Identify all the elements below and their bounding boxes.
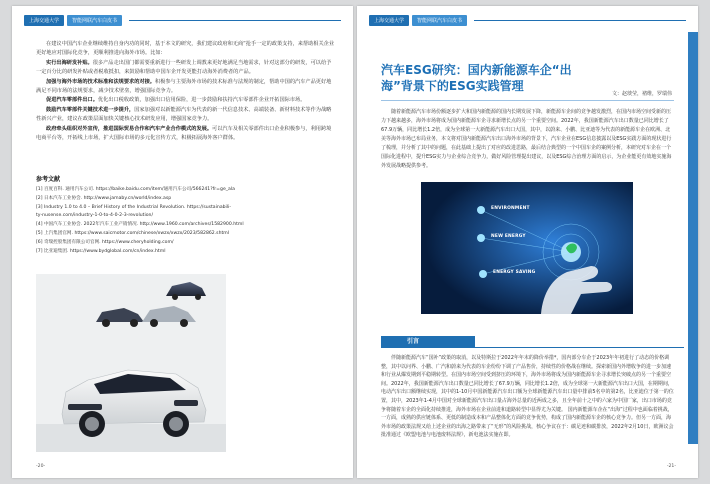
section-rule bbox=[475, 347, 684, 348]
paragraph-text: 在建议中国汽车企业继续维持自身内功的同时，基于本文的研究，我们建议政府和无商“抢手一定的政策支持，来帮助相关企业更好地应对国际化竞争，更顺利推进向海外市场。比如： bbox=[36, 41, 335, 57]
section-heading: 引言 bbox=[381, 336, 475, 348]
paragraph-lead: 实行出海研发补贴。 bbox=[46, 59, 93, 66]
intro-text: 伴随新能源汽车“国补”政策的取消，以及特斯拉于2022年年末的降价举措*，国内部分车企于2023年年初进行了动态的价格调整，其中以问界、小鹏、广汽和蔚来为代表的车企纷纷下调了产品售价，持续性的价格战在继续。探索新国内外增收争的进一步加速和行业从爆发期到平稳期转型。在国内市场空间受到挤压的环境下，海外市场将成为国内新能源车企寻求增长突破点的另一个重要空间。2022年，我国新能源汽车出口数量已同比增长了67.9万辆，同比增长1.2倍，成为全球第一大新能源汽车出口大国，在期期间，电动汽车出口额继续实现，其中的1-10月中国新能源汽车出口额为全球新能源汽车出口量中排前5名中的第2名，比亚迪位于第一的位置，其中，2023年1-4月中国对全球新能源汽车出口量占海外总量的近两成之多，且全年前十之中的六家为中国厂家，出口市场的竞争将随着车企的全面化持续推进，海外市场在企业前进和道路转型中显得尤为关键。 国内新能源车企在“出海”过程中也面临着挑战，一方面，成熟的供应链体系、更低的制造成本和产品整体化方面的竞争优势，构成了国内新能源车企的核心竞争力。但另一方面，海外市场的政策法规又给上述企业的出海之路带来了“无形”的风险挑战，核心争议在于：碳足迹和碳排放，2022年2月10日，欧洲议会批准通过《欧盟电池与电池废料法规》，新电池法实施在即。 bbox=[381, 355, 674, 439]
header-tag-university: 上海交通大学 bbox=[369, 15, 409, 26]
reference-item: [3] Industry 1.0 to 4.0 – Brief History of the Industrial Revolution. https://sustainabili- bbox=[36, 204, 232, 210]
introduction bbox=[381, 354, 674, 440]
header-tag-report: 智能网联汽车白皮书 bbox=[67, 15, 122, 26]
page-header bbox=[24, 14, 341, 26]
paragraph bbox=[36, 106, 335, 125]
header-rule bbox=[474, 20, 686, 21]
label-environment: ENVIRONMENT bbox=[491, 206, 530, 211]
page-number: -21- bbox=[666, 464, 676, 469]
page-number: -20- bbox=[36, 464, 46, 469]
paragraph-lead: 政府牵头组织对外宣传，推进国际贸易合作和汽车产业合作模式的发展。 bbox=[46, 125, 213, 132]
article-authors: 文：赵琰莹，褚维，罗瑞伟 bbox=[611, 91, 672, 97]
reference-item: [1] 百度百科. 通用汽车公司. https://baike.baidu.com/item/通用汽车公司/566241?fr=ge_ala bbox=[36, 187, 235, 192]
car-photo bbox=[36, 274, 226, 452]
esg-graphic bbox=[421, 182, 633, 314]
paragraph-lead: 鼓励汽车零部件关键技术进一步提升， bbox=[46, 106, 135, 113]
paragraph bbox=[36, 96, 335, 105]
left-page bbox=[12, 6, 353, 478]
reference-item: [6] 奇瑞控股集团有限公司官网. https://www.cheryholding.com/ bbox=[36, 239, 174, 245]
header-tag-report: 智能网联汽车白皮书 bbox=[412, 15, 467, 26]
paragraph bbox=[36, 125, 335, 144]
title-divider bbox=[381, 100, 674, 101]
references-list bbox=[36, 186, 335, 256]
paragraph-text: 很多产品走出国门都需要重新进行一些研发上调教来更好地满足当地需求，针对这部分的研发，可以给予一定百分比的研发补贴或者税收抵扣，来鼓励和帮助中国车企开发更能打动海外消费者的产品。 bbox=[36, 59, 332, 76]
header-rule bbox=[129, 20, 341, 21]
reference-item: [4] 中国汽车工业协会. 2022年汽车工业产销情况. http://www.1960.com/archives/1582900.html bbox=[36, 222, 244, 228]
label-energy-saving: ENERGY SAVING bbox=[493, 270, 536, 275]
paragraph-lead: 加强与海外市场的技术标准和法规要求的对接。 bbox=[46, 78, 155, 85]
policy-recommendations bbox=[36, 40, 335, 143]
paragraph-text: 优化出口税收政策，加强出口信用保险，进一步鼓励和扶持汽车零部件企业开拓国际市场。 bbox=[97, 97, 306, 104]
article-title: 汽车ESG研究：国内新能源车企“出海”背景下的ESG实践管理 bbox=[381, 63, 572, 93]
abstract-text: 随着新能源汽车市场份额逐步扩大和国内新能源的国内长期发展下降，新能源车企间的竞争越发激烈，在国内市场空间受新的压力下越来越多，海外市场将成为国内新能源车企寻求新增长点的另一个重要空间。2022年，我国新能源汽车出口数量已同比增长了67.9万辆，同比增长1.2倍，成为全球第一大新能源汽车出口大国，其中，以蔚来、小鹏、比亚迪等为代表的新能源车企在欧洲、北美等海外市场已布局业务，本文将对国内新能源汽车出口海外市场的背景下，汽车企业在ESG信息披露以及ESG实践方面的现状进行了梳理，并分析了其中的问题，在此基础上提出了对应的改进思路，最后结合典型的一个中国车企的案例分析，本研究对车企在一个国际化进程中，提升ESG实力与企业综合竞争力，做好风险管理提出建议，以及ESG综合治理方面的启示，为企业能更有效地实施海外发展战略提供参考。 bbox=[381, 109, 672, 169]
reference-item: ty-nusense.com/industry-1-0-to-4-0-2-3-revolution/ bbox=[36, 213, 153, 219]
paragraph-text: 国家加强对以新能源汽车为代表的新一代信息技术、高端装备、新材料技术等作为战略性新兴产业，建议在政策层面加快关键核心技术研发应用，增强国家竞争力。 bbox=[36, 106, 332, 123]
label-new-energy: NEW ENERGY bbox=[491, 234, 526, 239]
references-title: 参考文献 bbox=[36, 176, 61, 183]
reference-item: [5] 上汽集团官网. https://www.saicmotor.com/chinese/xwzx/xwzx/2023/582862.shtml bbox=[36, 230, 230, 236]
reference-item: [2] 日本汽车工业协会. http://www.jamaby.cn/world/index.asp bbox=[36, 195, 172, 201]
paragraph bbox=[36, 59, 335, 78]
page-header bbox=[369, 14, 686, 26]
paragraph bbox=[36, 40, 335, 59]
paragraph-text: 积极参与主要海外市场的技术标准与法规的制定，帮助中国的汽车产品更好地满足不同市场的法规要求，减少技术壁垒，增强国际竞争力。 bbox=[36, 78, 332, 95]
reference-item: [7] 比亚迪集团. https://www.bydglobal.com/cn/index.html bbox=[36, 248, 166, 254]
article-abstract bbox=[381, 108, 674, 171]
header-tag-university: 上海交通大学 bbox=[24, 15, 64, 26]
right-page bbox=[357, 6, 698, 478]
side-accent-bar bbox=[688, 32, 698, 444]
paragraph-lead: 促进汽车零部件出口。 bbox=[46, 97, 98, 104]
paragraph bbox=[36, 78, 335, 97]
paragraph-text: 可以汽车及相关零部件出口企业积极参与，利用跨境电商平台等，开拓线上市场，扩大国际市场的多元化宣传方式，积极拓展海外客户群体。 bbox=[36, 125, 332, 142]
